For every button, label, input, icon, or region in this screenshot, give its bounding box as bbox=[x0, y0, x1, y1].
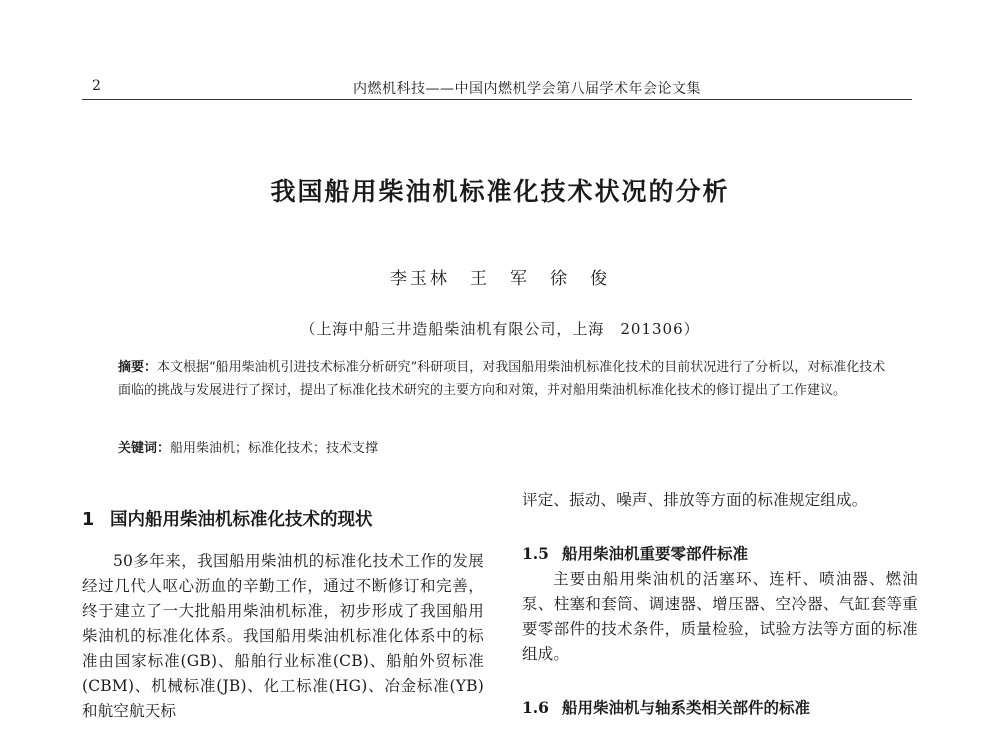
subsection-1-5-number: 1.5 bbox=[522, 544, 549, 563]
affiliation: （上海中船三井造船柴油机有限公司，上海 201306） bbox=[300, 320, 700, 338]
section-1-number: 1 bbox=[82, 510, 95, 530]
subsection-1-5-heading bbox=[522, 541, 918, 567]
right-column bbox=[522, 488, 918, 721]
left-column bbox=[82, 505, 484, 724]
continued-text: 评定、振动、噪声、排放等方面的标准规定组成。 bbox=[522, 491, 868, 509]
keywords-label: 关键词： bbox=[118, 441, 171, 456]
subsection-1-6-title: 船用柴油机与轴系类相关部件的标准 bbox=[562, 698, 811, 717]
section-1-paragraph: 50多年来，我国船用柴油机的标准化技术工作的发展经过几代人呕心沥血的辛勤工作，通过不断修订和完善，终于建立了一大批船用柴油机标准，初步形成了我国船用柴油机的标准化体系。我国船用柴油机标准化体系中的标准由国家标准(GB)、船舶行业标准(CB)、船舶外贸标准(CBM)、机械标准(JB)、化工标准(HG)、冶金标准(YB)和航空航天标 bbox=[82, 552, 484, 720]
authors: 李玉林 王 军 徐 俊 bbox=[390, 269, 610, 289]
keywords-text: 船用柴油机；标准化技术；技术支撑 bbox=[170, 441, 379, 456]
abstract-label: 摘要： bbox=[118, 360, 158, 375]
subsection-1-5-title: 船用柴油机重要零部件标准 bbox=[562, 544, 749, 563]
running-title: 内燃机科技——中国内燃机学会第八届学术年会论文集 bbox=[353, 81, 701, 97]
keywords bbox=[118, 437, 898, 460]
page-number: 2 bbox=[92, 78, 101, 94]
subsection-1-6-number: 1.6 bbox=[522, 698, 549, 717]
subsection-1-6-heading bbox=[522, 695, 918, 721]
page-header bbox=[82, 78, 912, 98]
abstract bbox=[118, 356, 898, 402]
paper-title: 我国船用柴油机标准化技术状况的分析 bbox=[270, 177, 730, 206]
header-rule bbox=[82, 99, 912, 100]
subsection-1-5-paragraph: 主要由船用柴油机的活塞环、连杆、喷油器、燃油泵、柱塞和套筒、调速器、增压器、空冷器、气缸套等重要零部件的技术条件，质量检验，试验方法等方面的标准组成。 bbox=[522, 570, 918, 663]
section-1-title: 国内船用柴油机标准化技术的现状 bbox=[110, 510, 373, 530]
section-1-heading bbox=[82, 505, 484, 539]
abstract-text: 本文根据“船用柴油机引进技术标准分析研究”科研项目，对我国船用柴油机标准化技术的目前状况进行了分析以，对标准化技术面临的挑战与发展进行了探讨，提出了标准化技术研究的主要方向和对策，并对船用柴油机标准化技术的修订提出了工作建议。 bbox=[118, 360, 886, 398]
